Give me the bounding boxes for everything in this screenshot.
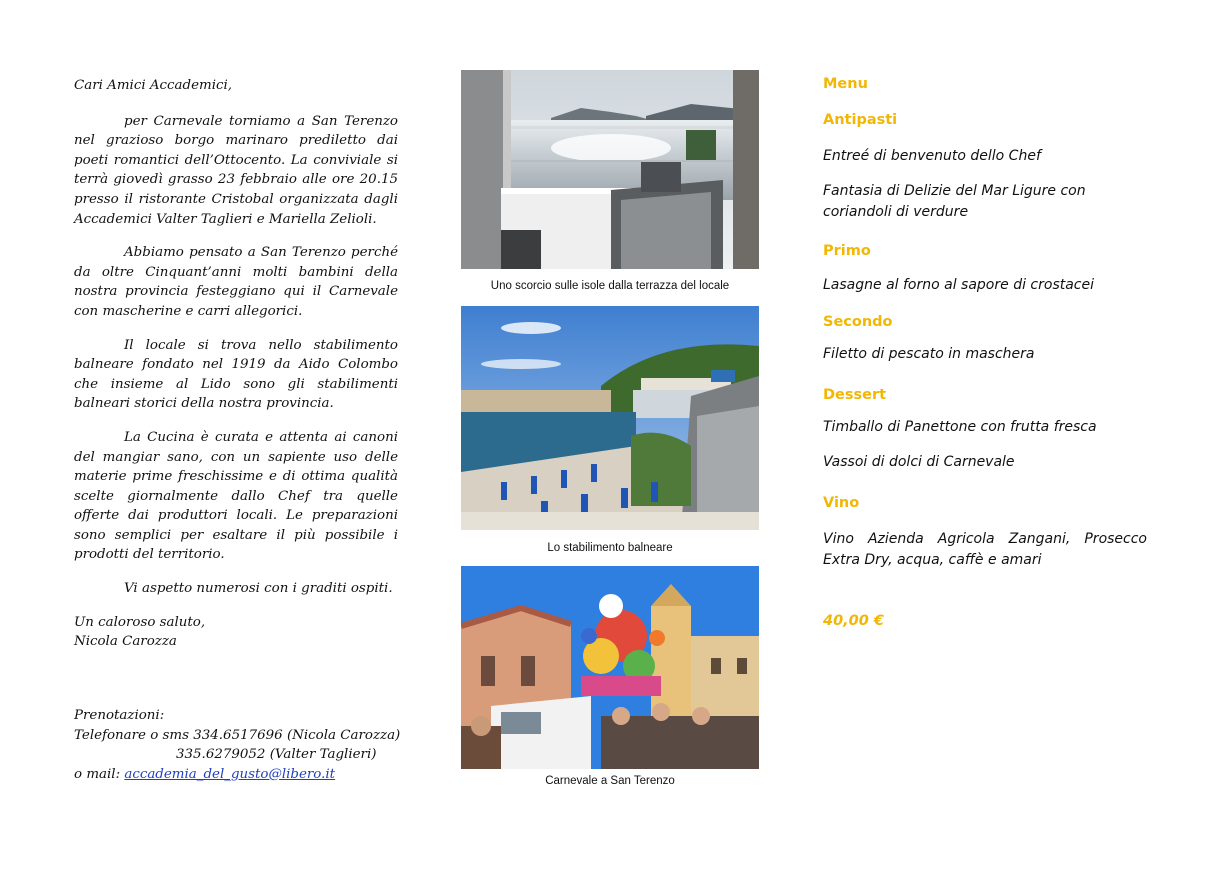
menu-item: Fantasia di Delizie del Mar Ligure con coriandoli di verdure bbox=[823, 183, 1086, 220]
booking-phone-1: Telefonare o sms 334.6517696 (Nicola Carozza) bbox=[74, 727, 401, 743]
menu-item: Timballo di Panettone con frutta fresca bbox=[823, 419, 1097, 435]
menu-section-heading: Vino bbox=[823, 495, 860, 511]
letter-signature: Nicola Carozza bbox=[74, 634, 177, 650]
menu-section-heading: Dessert bbox=[823, 387, 887, 403]
menu-price: 40,00 € bbox=[823, 613, 885, 629]
menu-section-heading: Secondo bbox=[823, 314, 893, 330]
menu-item: Entreé di benvenuto dello Chef bbox=[823, 148, 1041, 164]
letter-paragraph: Il locale si trova nello stabilimento balneare fondato nel 1919 da Aido Colombo che insieme al Lido sono gli stabilimenti balneari storici della nostra provincia. bbox=[74, 337, 398, 412]
letter-paragraph: Vi aspetto numerosi con i graditi ospiti. bbox=[124, 581, 393, 597]
booking-info bbox=[74, 706, 414, 784]
menu-item: Vino Azienda Agricola Zangani, Prosecco Extra Dry, acqua, caffè e amari bbox=[823, 531, 1147, 568]
menu-item: Filetto di pescato in maschera bbox=[823, 346, 1035, 362]
letter-paragraph: Abbiamo pensato a San Terenzo perché da oltre Cinquant’anni molti bambini della nostra provincia festeggiano qui il Carnevale con mascherine e carri allegorici. bbox=[74, 245, 398, 319]
letter-paragraph: La Cucina è curata e attenta ai canoni del mangiar sano, con un sapiente uso delle materie prime freschissime e di ottima qualità scelte giornalmente dallo Chef tra quelle offerte dai produttori locali. Le preparazioni sono semplici per esaltare il più possibile i prodotti del territorio. bbox=[74, 429, 398, 563]
letter-greeting: Cari Amici Accademici, bbox=[74, 78, 233, 93]
photo-caption: Carnevale a San Terenzo bbox=[545, 775, 675, 787]
menu-section-heading: Antipasti bbox=[823, 112, 898, 128]
photo-caption: Lo stabilimento balneare bbox=[547, 542, 673, 554]
photo-carnival bbox=[461, 566, 759, 769]
photo-terrace bbox=[461, 70, 759, 269]
menu-item: Lasagne al forno al sapore di crostacei bbox=[823, 277, 1095, 293]
photo-caption: Uno scorcio sulle isole dalla terrazza del locale bbox=[490, 280, 730, 292]
booking-email-link[interactable]: accademia_del_gusto@libero.it bbox=[124, 766, 336, 782]
letter-closing: Un caloroso saluto, bbox=[74, 614, 206, 630]
letter-paragraph: per Carnevale torniamo a San Terenzo nel grazioso borgo marinaro prediletto dai poeti romantici dell’Ottocento. La conviviale si terrà giovedì grasso 23 febbraio alle ore 20.15 presso il ristorante Cristobal organizzata dagli Accademici Valter Taglieri e Mariella Zelioli. bbox=[74, 113, 398, 227]
menu-section-heading: Primo bbox=[823, 243, 871, 259]
dinner-menu bbox=[823, 76, 1147, 629]
booking-mail-line bbox=[74, 765, 414, 785]
booking-title: Prenotazioni: bbox=[74, 708, 165, 723]
booking-phone-2: 335.6279052 (Valter Taglieri) bbox=[176, 747, 377, 763]
photo-beach bbox=[461, 306, 759, 530]
invitation-letter bbox=[74, 76, 398, 652]
menu-item: Vassoi di dolci di Carnevale bbox=[823, 454, 1015, 470]
booking-mail-label: o mail: bbox=[74, 766, 125, 782]
menu-title: Menu bbox=[823, 76, 868, 92]
